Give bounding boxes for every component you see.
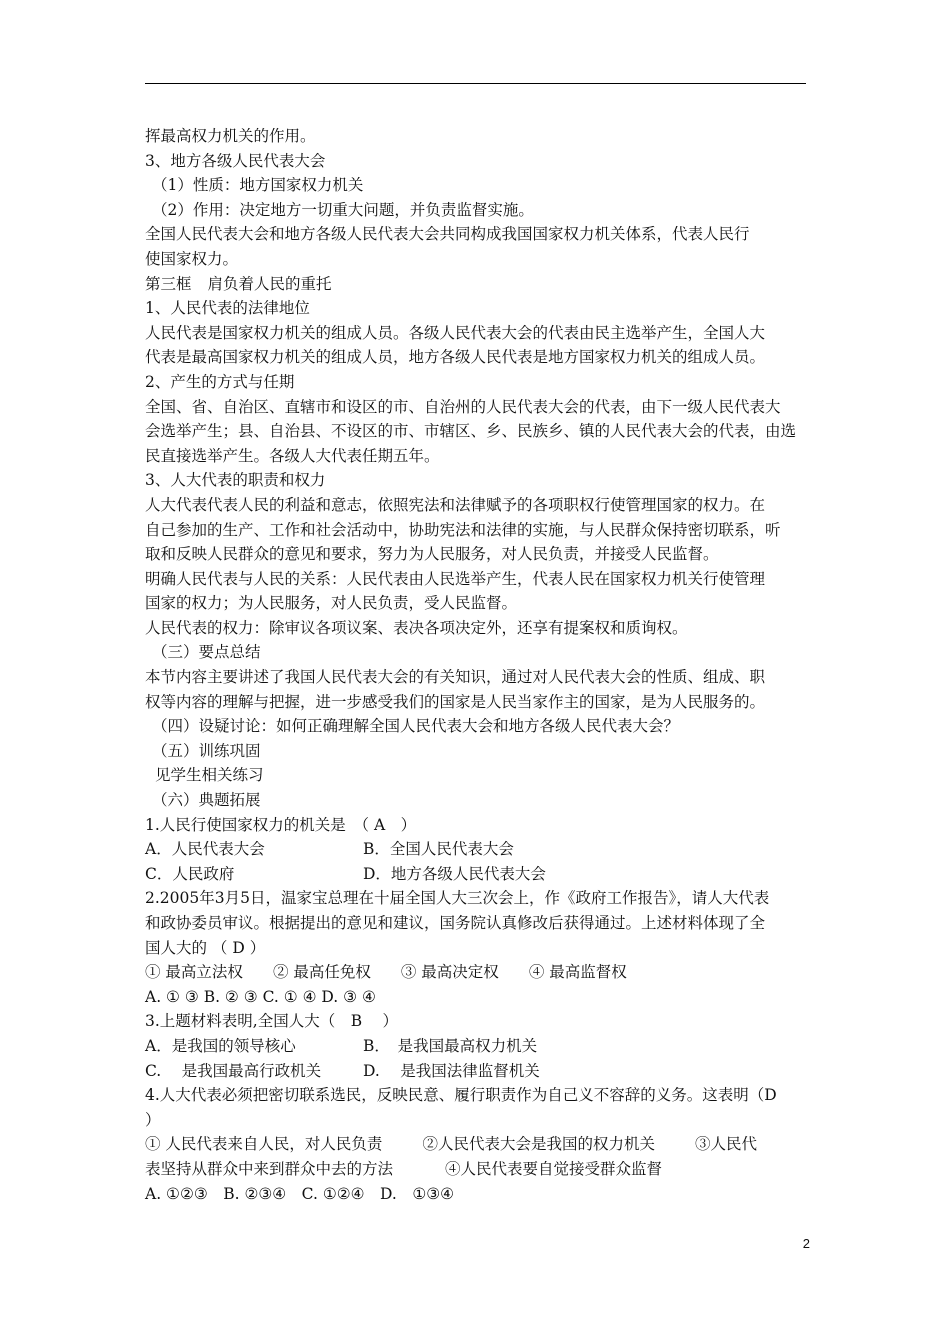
text-line: （2）作用：决定地方一切重大问题，并负责监督实施。 [152, 200, 534, 219]
lesson-heading [145, 272, 813, 297]
option-c: C. 是我国最高行政机关 [145, 1061, 322, 1080]
question-1-options-row [145, 862, 813, 887]
section-heading: 2、产生的方式与任期 [145, 372, 295, 391]
question-3-options-row [145, 1059, 813, 1084]
text-line: 人民代表是国家权力机关的组成人员。各级人民代表大会的代表由民主选举产生，全国人大 [145, 323, 766, 342]
question-2: 国人大的 （ D ） [145, 938, 266, 957]
document-body [145, 124, 813, 1206]
text-line: 人大代表代表人民的利益和意志，依照宪法和法律赋予的各项职权行使管理国家的权力。在 [145, 495, 766, 514]
statement-2: ② 最高任免权 [272, 963, 371, 982]
question-4: ） [145, 1110, 161, 1129]
statement-3-cont: 表坚持从群众中来到群众中去的方法 [145, 1159, 394, 1178]
option-d: D. 是我国法律监督机关 [363, 1061, 540, 1080]
text-line: 代表是最高国家权力机关的组成人员，地方各级人民代表是地方国家权力机关的组成人员。 [145, 348, 766, 367]
option-a: A．人民代表大会 [145, 840, 265, 859]
page-number: 2 [802, 1236, 810, 1251]
text-line: 本节内容主要讲述了我国人民代表大会的有关知识，通过对人民代表大会的性质、组成、职 [145, 668, 766, 687]
text-line: 会选举产生；县、自治县、不设区的市、市辖区、乡、民族乡、镇的人民代表大会的代表，由选 [145, 422, 797, 441]
text-line: 民直接选举产生。各级人大代表任期五年。 [145, 446, 440, 465]
statement-4: ④ 最高监督权 [528, 963, 627, 982]
option-d: D．地方各级人民代表大会 [363, 864, 546, 883]
section-heading: （五）训练巩固 [152, 741, 261, 760]
option-c: C．人民政府 [145, 864, 235, 883]
section-heading: 1、人民代表的法律地位 [145, 299, 310, 318]
statement-2: ②人民代表大会是我国的权力机关 [422, 1135, 655, 1154]
option-b: B．全国人民代表大会 [363, 840, 514, 859]
statement-1: ① 人民代表来自人民，对人民负责 [145, 1135, 383, 1154]
question-4-options: A. ①②③ B. ②③④ C. ①②④ D. ①③④ [145, 1184, 455, 1203]
statement-4: ④人民代表要自觉接受群众监督 [445, 1159, 663, 1178]
question-3: 3.上题材料表明,全国人大（ B ） [145, 1012, 399, 1031]
section-heading: 3、地方各级人民代表大会 [145, 151, 326, 170]
text-line: 权等内容的理解与把握，进一步感受我们的国家是人民当家作主的国家，是为人民服务的。 [145, 692, 766, 711]
section-heading: （六）典题拓展 [152, 791, 261, 810]
question-3-options-row [145, 1034, 813, 1059]
question-4: 4.人大代表必须把密切联系选民，反映民意、履行职责作为自己义不容辞的义务。这表明（D [145, 1086, 777, 1105]
statement-3: ③ 最高决定权 [400, 963, 499, 982]
question-2-statements [145, 960, 813, 985]
lesson-label: 第三框 [145, 274, 192, 293]
text-line: 国家的权力；为人民服务，对人民负责，受人民监督。 [145, 594, 518, 613]
question-4-statements [145, 1132, 813, 1157]
text-line: 人民代表的权力：除审议各项议案、表决各项决定外，还享有提案权和质询权。 [145, 618, 688, 637]
section-heading: （四）设疑讨论：如何正确理解全国人民代表大会和地方各级人民代表大会？ [152, 717, 680, 736]
section-heading: （三）要点总结 [152, 643, 261, 662]
text-line: 见学生相关练习 [155, 766, 264, 785]
question-1: 1.人民行使国家权力的机关是 （ A ） [145, 815, 417, 834]
text-line: 取和反映人民群众的意见和要求，努力为人民服务，对人民负责，并接受人民监督。 [145, 545, 719, 564]
text-line: 自己参加的生产、工作和社会活动中，协助宪法和法律的实施，与人民群众保持密切联系，听 [145, 520, 781, 539]
text-line: （1）性质：地方国家权力机关 [152, 176, 364, 195]
text-line: 全国、省、自治区、直辖市和设区的市、自治州的人民代表大会的代表，由下一级人民代表大 [145, 397, 781, 416]
question-2: 和政协委员审议。根据提出的意见和建议，国务院认真修改后获得通过。上述材料体现了全 [145, 914, 766, 932]
question-2-options: A. ① ③ B. ② ③ C. ① ④ D. ③ ④ [145, 987, 376, 1006]
question-4-statements [145, 1157, 813, 1182]
text-line: 明确人民代表与人民的关系：人民代表由人民选举产生，代表人民在国家权力机关行使管理 [145, 569, 766, 588]
text-line: 挥最高权力机关的作用。 [145, 127, 316, 145]
text-line: 全国人民代表大会和地方各级人民代表大会共同构成我国国家权力机关体系，代表人民行 [145, 225, 750, 244]
question-1-options-row [145, 837, 813, 862]
lesson-title: 肩负着人民的重托 [207, 274, 332, 293]
statement-3: ③人民代 [694, 1135, 757, 1154]
question-2: 2.2005年3月5日，温家宝总理在十届全国人大三次会上，作《政府工作报告》，请人大代表 [145, 889, 770, 908]
section-heading: 3、人大代表的职责和权力 [145, 471, 326, 490]
option-a: A．是我国的领导核心 [145, 1036, 296, 1055]
text-line: 使国家权力。 [145, 249, 239, 268]
statement-1: ① 最高立法权 [145, 963, 243, 982]
option-b: B． 是我国最高权力机关 [363, 1036, 538, 1055]
header-rule [145, 83, 806, 84]
